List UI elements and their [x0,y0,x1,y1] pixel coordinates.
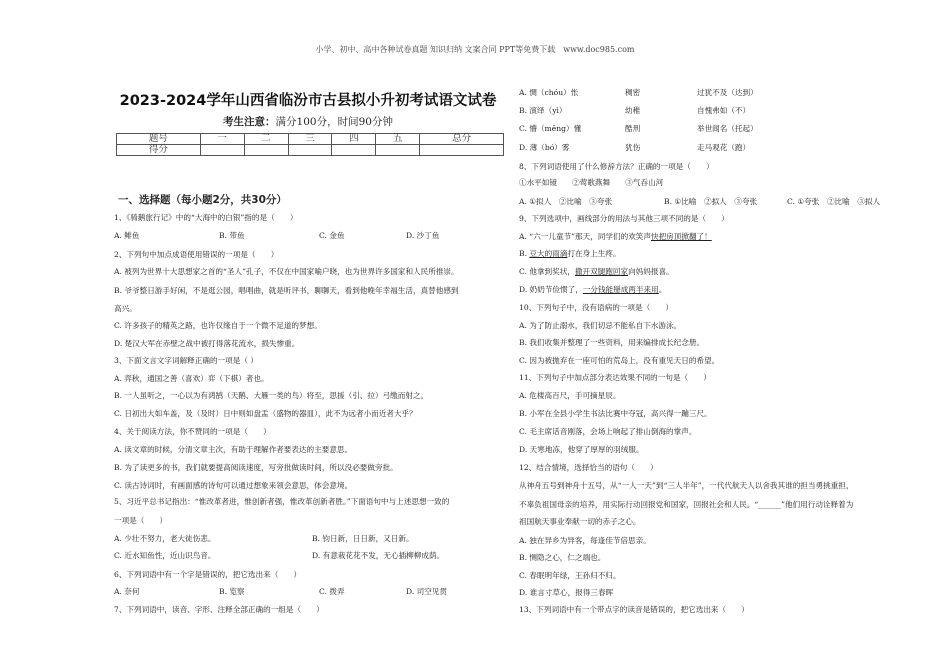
right-column-text: C. 因为被抛弃在一座可怕的荒岛上，没有重见天日的希望。 [519,356,720,365]
underlined-text: 豆大的雨滴 [529,249,568,258]
right-column-text: A. 危楼高百尺，手可摘星辰。 [519,391,621,400]
left-column-text: 1、《骑鹅旅行记》中的“大海中的白银”指的是（ ） [114,213,298,222]
score-header-cell: 三 [288,134,332,145]
left-column-text: D. 有意栽花花不发，无心插柳柳成荫。 [312,551,445,560]
right-column-text: D. 天寒地冻，他穿了厚厚的羽绒服。 [519,445,644,454]
right-column-text: D. 薄（bó）雾 [519,143,570,152]
right-column-text: B. ①比喻 ②拟人 ③夸张 [664,197,758,206]
right-column-text: C. 春眠明年绿，王孙归不归。 [519,571,621,580]
right-column-text: 稠密 [625,88,641,97]
score-cell [420,145,504,156]
notice-text: 满分100分，时间90分钟 [275,116,393,128]
score-header-cell: 总分 [420,134,504,145]
text-run: A. “六一儿童节”那天，同学们的欢笑声 [519,232,651,241]
left-column-text: B. 爷爷整日游手好闲，不是逛公园，唱唱曲，就是听评书，聊聊天，看到他晚年幸福生活，真替他感到 [114,286,459,295]
left-column-text: B. 带鱼 [219,231,245,240]
left-column-text: 7、下列词语中，读音、字形、注释全部正确的一组是（ ） [114,605,324,614]
score-cell [288,145,332,156]
score-table [116,133,504,156]
left-column-text: C. 拨弄 [319,587,345,596]
text-run: 。 [658,285,667,294]
left-column-text: B. 钧日新，日日新，又日新。 [312,534,414,543]
score-header-cell: 题号 [117,134,201,145]
right-column-text: B. 我们收集并整理了一些资料，用来编排成长纪念册。 [519,338,705,347]
left-column-text: A. 弈秋，通国之善（喜欢）弈（下棋）者也。 [114,374,269,383]
score-header-cell: 四 [332,134,376,145]
right-column-text: C. 毛主席话音刚落，会场上响起了排山倒海的掌声。 [519,427,697,436]
right-column-text [519,285,666,295]
right-column-text: 走马观花（跑） [697,143,751,152]
left-column-text: D. 楚汉大军在赤壁之战中被打得落花流水，损失惨重。 [114,339,300,348]
score-table-header-row [117,134,504,145]
notice-label: 考生注意： [223,116,276,128]
left-column-text: C. 许多孩子的精英之路，也许仅缘自于一个微不足道的梦想。 [114,321,322,330]
left-column-text: 4、关于阅读方法，你不赞同的一项是（ ） [114,427,271,436]
right-column-text: 11、下列句子中加点部分表达效果不同的一句是（ ） [519,373,711,382]
left-column-text: A. 奈何 [114,587,140,596]
score-header-cell: 二 [244,134,288,145]
left-column-text: 一项是（ ） [114,516,168,525]
left-column-text: 6、下列词语中有一个字是错误的，把它选出来（ ） [114,570,302,579]
right-column-text: B. 小军在全县小学生书法比赛中夺冠，高兴得一蹦三尺。 [519,409,712,418]
right-column-text: ①水平如镜 ②莺歌燕舞 ③气吞山河 [519,178,664,187]
right-column-text: C. 懵（měng）懂 [519,124,582,133]
right-column-text: 犹伤 [625,143,641,152]
left-column-text: A. 鲱鱼 [114,231,140,240]
right-column-text: D. 谁言寸草心，报得三春晖 [519,588,614,597]
underlined-text: 撒开双腿跑回家 [574,267,629,276]
right-column-text: 从神舟五号到神舟十五号，从“一人一天”到“三人半年”，一代代航天人以舍我其谁的担当勇挑重担， [519,481,854,490]
right-column-text [519,267,674,277]
right-column-text: 过犹不及（达到） [697,88,758,97]
text-run: C. 他拿到奖状， [519,267,575,276]
score-table-score-row [117,145,504,156]
exam-notice [112,114,504,129]
left-column-text: B. 一人虽听之，一心以为有鸿鹄（天鹅、大雁一类的鸟）将至，思援（引、拉）弓缴而射之。 [114,391,429,400]
left-column-text: D. 司空见贯 [406,587,448,596]
score-cell [200,145,244,156]
score-header-cell: 一 [200,134,244,145]
left-column-text: 2、下列句中加点成语使用错误的一项是（ ） [114,250,279,259]
right-column-text [519,249,621,259]
section-heading: 一、选择题（每小题2分，共30分） [118,194,287,206]
right-column-text: A. 独在异乡为异客，每逢佳节倍思亲。 [519,536,651,545]
left-column-text: C. 金鱼 [319,231,345,240]
right-column-text: 不辜负祖国母亲的培养，用实际行动回报党和国家，回报社会和人民。“______”他们用行动诠释着为 [519,500,854,509]
left-column-text: C. 读古诗词时，有画面感的诗句可以通过想象来领会意思，体会意境。 [114,481,353,490]
left-column-text: 5、习近平总书记指出：“惟改革者进，惟创新者强，惟改革创新者胜。”下面语句中与上述思想一致的 [114,497,450,506]
right-column-text: 举世闻名（托起） [697,124,758,133]
left-column-text: 3、下面文言文字词解释正确的一项是（ ） [114,356,258,365]
right-column-text [519,232,712,242]
header-note: 小学、初中、高中各种试卷真题 知识归纳 文案合同 PPT等免费下载 www.doc985.com [315,45,635,54]
left-column-text: A. 少壮不努力，老大徒伤悲。 [114,534,216,543]
score-cell [376,145,420,156]
text-run: 向妈妈报喜。 [628,267,674,276]
page-title: 2023-2024学年山西省临汾市古县拟小升初考试语文试卷 [119,93,497,109]
left-column-text: B. 为了读更多的书，我们就要提高阅读速度，写旁批做读时间，所以没必要做旁批。 [114,463,398,472]
right-column-text: 9、下列选项中，画线部分的用法与其他三项不同的是（ ） [519,214,729,223]
underlined-text: 快把房顶掀翻了！ [650,232,712,241]
right-column-text: 祖国航天事业奉献一切的赤子之心。 [519,517,641,526]
score-cell [332,145,376,156]
left-column-text: A. 读文章的时候，分清文章主次，有助于理解作者要表达的主要意思。 [114,445,353,454]
left-column-text: C. 日初出大如车盖，及（及时）日中则如盘盂（盛物的器皿），此不为远者小而近者大乎？ [114,409,417,418]
left-column-text: B. 览察 [219,587,245,596]
right-column-text: A. 惆（chóu）怅 [519,88,579,97]
text-run: 打在身上生疼。 [567,249,621,258]
left-column-text: A. 被列为世界十大思想家之首的“圣人”孔子，不仅在中国家喻户晓，也为世界许多国家和人民所推崇。 [114,267,459,276]
right-column-text: 12、结合情境，选择恰当的语句（ ） [519,463,658,472]
score-row-label: 得分 [117,145,201,156]
right-column-text: 幼稚 [625,106,641,115]
left-column-text: D. 沙丁鱼 [406,231,440,240]
text-run: B. [519,249,530,258]
left-column-text: C. 近水知鱼性，近山识鸟音。 [114,551,216,560]
right-column-text: 10、下列句子中，没有语病的一项是（ ） [519,303,673,312]
right-column-text: 酷刑 [625,124,641,133]
right-column-text: C. ①夸张 ②比喻 ③拟人 [787,197,881,206]
left-column-text: 高兴。 [114,304,137,313]
right-column-text: 8、下列词语使用了什么修辞方法？正确的一项是（ ） [519,162,714,171]
text-run: D. 奶奶节俭惯了， [519,285,583,294]
right-column-text: 自愧弗如（不） [697,106,751,115]
score-cell [244,145,288,156]
right-column-text: A. 为了防止溺水，我们切忌不能私自下水游泳。 [519,321,682,330]
underlined-text: 一分钱能掰成两半来用 [582,285,659,294]
right-column-text: A. ①拟人 ②比喻 ③夸张 [519,197,613,206]
right-column-text: B. 恻隐之心，仁之端也。 [519,553,606,562]
right-column-text: 13、下列词语中有一个带点字的读音是错误的，把它选出来（ ） [519,605,749,614]
score-header-cell: 五 [376,134,420,145]
right-column-text: B. 演绎（yì） [519,106,567,115]
